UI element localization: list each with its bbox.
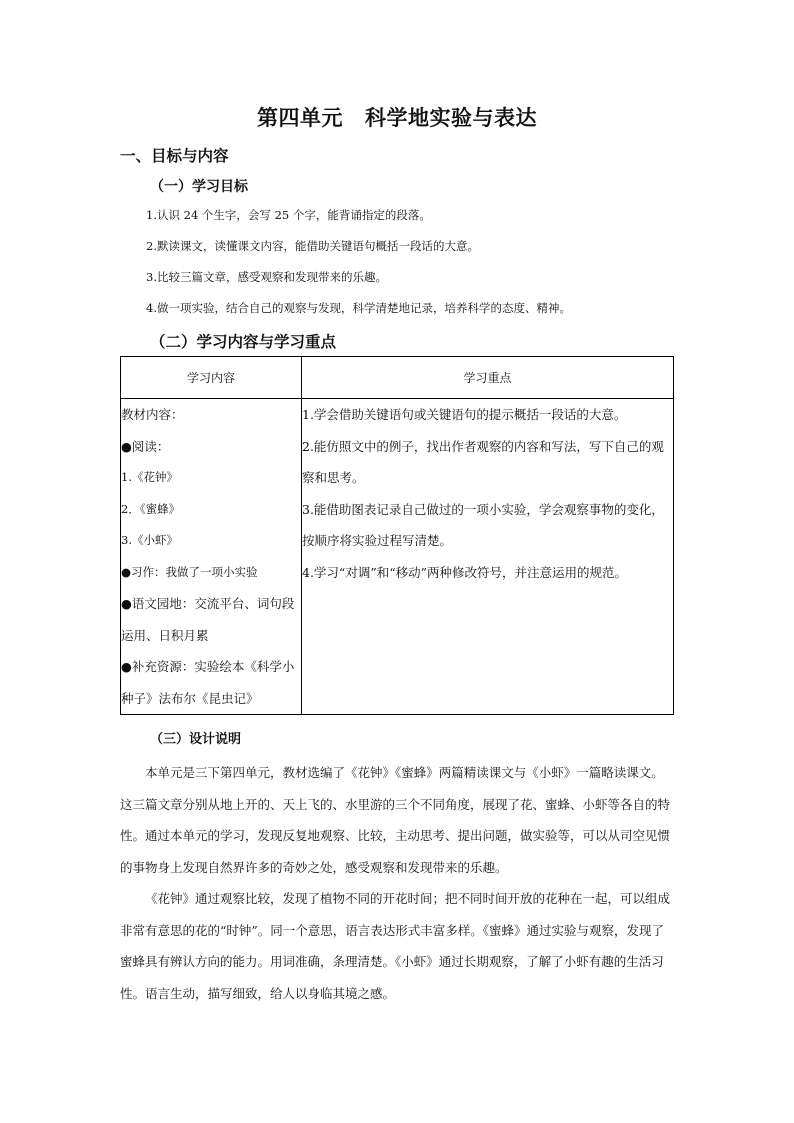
goal-item-4: 4.做一项实验，结合自己的观察与发现，科学清楚地记录，培养科学的态度、精神。 <box>146 301 571 315</box>
content-line: 2．《蜜蜂》 <box>121 501 181 516</box>
content-line: ●补充资源：实验绘本《科学小 <box>121 659 295 674</box>
table-header-row <box>121 357 674 399</box>
content-line: ●阅读： <box>121 438 170 454</box>
section-heading-goals-content: 一、目标与内容 <box>120 146 229 165</box>
content-line: ●语文园地：交流平台、词句段 <box>121 596 295 611</box>
content-line: 1.《花钟》 <box>121 470 178 484</box>
goal-item-3: 3.比较三篇文章，感受观察和发现带来的乐趣。 <box>146 270 387 284</box>
table-body-row <box>121 399 674 715</box>
subheading-learning-goals: （一）学习目标 <box>150 179 248 195</box>
subheading-design-notes: （三）设计说明 <box>150 732 242 747</box>
learning-content-cell <box>121 399 302 715</box>
content-line: 3.《小虾》 <box>121 533 178 547</box>
page-title <box>0 102 794 132</box>
content-line: 运用、日积月累 <box>121 627 209 643</box>
unit-theme: 科学地实验与表达 <box>365 105 537 130</box>
goal-item-2: 2.默读课文，读懂课文内容，能借助关键语句概括一段话的大意。 <box>146 239 479 253</box>
design-paragraph-1: 本单元是三下第四单元，教材选编了《花钟》《蜜蜂》两篇精读课文与《小虾》一篇略读课文。这三篇文章分别从地上开的、天上飞的、水里游的三个不同角度，展现了花、蜜蜂、小虾等各自的特性。通过本单元的学习，发现反复地观察、比较，主动思考、提出问题，做实验等，可以从司空见惯的事物身上发现自然界许多的奇妙之处，感受观察和发现带来的乐趣。 <box>120 765 671 875</box>
focus-item-4: 4.学习“对调”和“移动”两种修改符号，并注意运用的规范。 <box>302 564 627 580</box>
design-paragraph-2: 《花钟》通过观察比较，发现了植物不同的开花时间；把不同时间开放的花种在一起，可以组成非常有意思的花的“时钟”。同一个意思，语言表达形式丰富多样。《蜜蜂》通过实验与观察，发现了蜜蜂具有辨认方向的能力。用词准确，条理清楚。《小虾》通过长期观察，了解了小虾有趣的生活习性。语言生动，描写细致，给人以身临其境之感。 <box>120 891 671 1001</box>
content-line: 种子》法布尔《昆虫记》 <box>121 690 259 706</box>
unit-label: 第四单元 <box>257 105 343 130</box>
header-learning-focus: 学习重点 <box>302 357 674 399</box>
header-learning-content: 学习内容 <box>121 357 302 399</box>
content-line: 教材内容： <box>121 407 184 422</box>
content-focus-table <box>120 356 674 715</box>
focus-item-1: 1.学会借助关键语句或关键语句的提示概括一段话的大意。 <box>302 407 627 422</box>
subheading-content-focus: （二）学习内容与学习重点 <box>150 332 337 351</box>
focus-item-2: 2.能仿照文中的例子，找出作者观察的内容和写法，写下自己的观察和思考。 <box>302 438 664 485</box>
learning-focus-cell <box>302 399 674 715</box>
goal-item-1: 1.认识 24 个生字，会写 25 个字，能背诵指定的段落。 <box>146 208 431 222</box>
content-line: ●习作：我做了一项小实验 <box>121 564 258 579</box>
focus-item-3: 3.能借助图表记录自己做过的一项小实验，学会观察事物的变化，按顺序将实验过程写清楚。 <box>302 501 664 548</box>
